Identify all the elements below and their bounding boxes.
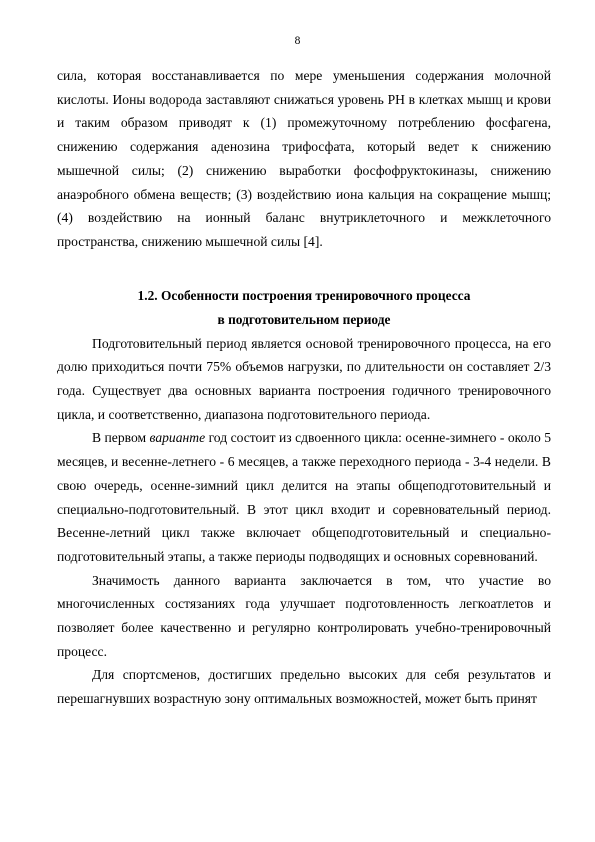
paragraph-athletes: Для спортсменов, достигших предельно высоких для себя результатов и перешагнувших возрастную зону оптимальных возможностей, может быть принят (57, 667, 551, 707)
continuation-paragraph: сила, которая восстанавливается по мере уменьшения содержания молочной кислоты. Ионы водорода заставляют снижаться уровень РН в клетках мышц и крови и таким образом приводят к (1) промежуточному потреблению фосфагена, снижению содержания аденозина трифосфата, который ведет к снижению мышечной силы; (2) снижению выработки фосфофруктокиназы, снижению анаэробного обмена веществ; (3) воздействию иона кальция на сокращение мышц; (4) воздействию на ионный баланс внутриклеточного и межклеточного пространства, снижению мышечной силы [4]. (57, 68, 551, 249)
italic-term-variant: варианте (149, 430, 206, 446)
page-body (57, 64, 551, 711)
section-heading-line-1: 1.2. Особенности построения тренировочного процесса (137, 287, 471, 303)
page-number: 8 (294, 35, 301, 47)
paragraph-first-variant-rest: год состоит из сдвоенного цикла: осенне-зимнего - около 5 месяцев, и весенне-летнего - 6 месяцев, а также переходного периода - 3-4 недели. В свою очередь, осенне-зимний цикл делится на этапы общеподготовительный и специально-подготовительный. В этот цикл входит и соревновательный период. Весенне-летний цикл также включает общеподготовительный и специально-подготовительный этапы, а также периоды подводящих и основных соревнований. (57, 430, 551, 564)
paragraph-significance: Значимость данного варианта заключается в том, что участие во многочисленных состязаниях года улучшает подготовленность легкоатлетов и позволяет более качественно и регулярно контролировать учебно-тренировочный процесс. (57, 572, 551, 659)
paragraph-first-variant (57, 426, 551, 568)
section-heading (57, 284, 551, 332)
paragraph-first-variant-start: В первом (92, 430, 150, 446)
section-heading-line-2: в подготовительном периоде (217, 311, 391, 327)
paragraph-preparatory-period: Подготовительный период является основой тренировочного процесса, на его долю приходиться почти 75% объемов нагрузки, по длительности он составляет 2/3 года. Существует два основных варианта построения годичного тренировочного цикла, и соответственно, диапазона подготовительного периода. (57, 335, 551, 422)
